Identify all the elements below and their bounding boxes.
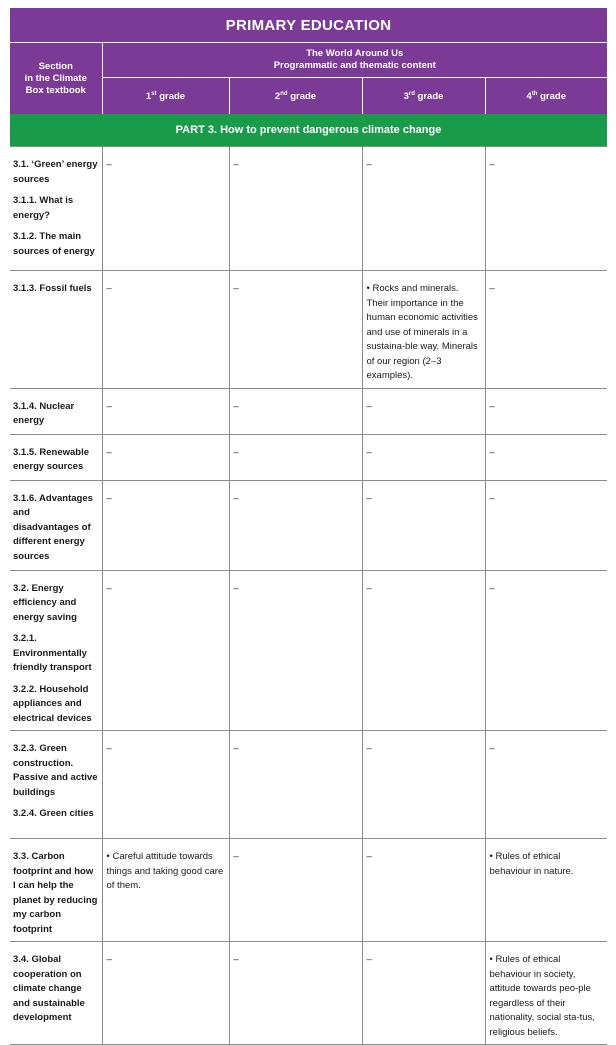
grade-1-content-cell: –	[102, 731, 229, 839]
grade-3-content-cell: –	[362, 942, 485, 1045]
grade-2-content-cell: –	[229, 731, 362, 839]
grade-header-4: 4th grade	[485, 78, 607, 115]
table-row	[10, 942, 607, 1045]
grade-4-content-cell: –	[485, 434, 607, 480]
section-cell	[10, 271, 102, 389]
section-label: 3.1.4. Nuclear energy	[13, 400, 75, 426]
grade-2-content-cell: –	[229, 434, 362, 480]
grade-2-content-cell: –	[229, 271, 362, 389]
grade-3-content-cell: –	[362, 480, 485, 570]
grade-4-content-cell: –	[485, 480, 607, 570]
grade-header-2: 2nd grade	[229, 78, 362, 115]
section-cell	[10, 731, 102, 839]
grade-3-content-cell: –	[362, 570, 485, 731]
grade-1-content-cell: –	[102, 271, 229, 389]
table-title: PRIMARY EDUCATION	[10, 8, 607, 43]
grade-2-content-cell: –	[229, 839, 362, 942]
grade-4-content-cell: –	[485, 570, 607, 731]
table-row	[10, 271, 607, 389]
grade-3-content-cell: –	[362, 388, 485, 434]
grade-3-content-cell: –	[362, 147, 485, 271]
section-cell	[10, 942, 102, 1045]
grade-3-content-cell: • Rocks and minerals. Their importance in the human economic activities and use of minerals in a sustaina-ble way. Minerals of our region (2–3 examples).	[362, 271, 485, 389]
section-label: 3.2.3. Green construction. Passive and active buildings	[13, 743, 98, 798]
section-label: 3.4. Global cooperation on climate change and sustainable development	[13, 954, 85, 1023]
program-header-subtitle: Programmatic and thematic content	[273, 60, 436, 71]
grade-4-content-cell: • Rules of ethical behaviour in society, attitude towards peo-ple regardless of their nationality, social sta-tus, religious beliefs.	[485, 942, 607, 1045]
section-label: 3.1.3. Fossil fuels	[13, 283, 92, 294]
grade-4-content-cell: • Rules of ethical behaviour in nature.	[485, 839, 607, 942]
section-label: 3.1.6. Advantages and disadvantages of different energy sources	[13, 492, 93, 562]
section-cell	[10, 480, 102, 570]
grade-3-content-cell: –	[362, 839, 485, 942]
section-label: 3.1.2. The main sources of energy	[13, 231, 95, 257]
section-label: 3.1.5. Renewable energy sources	[13, 446, 90, 472]
curriculum-table-container	[10, 8, 607, 1045]
grade-4-content-cell: –	[485, 731, 607, 839]
table-row	[10, 388, 607, 434]
section-label: 3.2.4. Green cities	[13, 808, 94, 819]
section-cell	[10, 839, 102, 942]
grade-2-content-cell: –	[229, 942, 362, 1045]
part-banner: PART 3. How to prevent dangerous climate change	[10, 114, 607, 147]
grade-4-content-cell: –	[485, 271, 607, 389]
section-label: 3.1.1. What is energy?	[13, 195, 74, 221]
section-column-header	[10, 43, 102, 115]
section-header-line: in the Climate	[24, 72, 87, 84]
grade-1-content-cell: –	[102, 570, 229, 731]
grade-3-content-cell: –	[362, 731, 485, 839]
program-header-subject: The World Around Us	[306, 48, 404, 59]
grade-header-3: 3rd grade	[362, 78, 485, 115]
section-header-line: Section	[38, 60, 73, 72]
grade-4-content-cell: –	[485, 147, 607, 271]
grade-2-content-cell: –	[229, 147, 362, 271]
section-label: 3.2. Energy efficiency and energy saving	[13, 582, 77, 623]
table-row	[10, 731, 607, 839]
curriculum-table	[10, 8, 607, 1045]
section-cell	[10, 570, 102, 731]
table-row	[10, 839, 607, 942]
section-label: 3.1. ‘Green’ energy sources	[13, 159, 98, 185]
grade-1-content-cell: –	[102, 434, 229, 480]
section-label: 3.2.2. Household appliances and electrical devices	[13, 683, 92, 724]
table-row	[10, 570, 607, 731]
table-row	[10, 480, 607, 570]
grade-1-content-cell: • Careful attitude towards things and taking good care of them.	[102, 839, 229, 942]
section-label: 3.3. Carbon footprint and how I can help the planet by reducing my carbon footprint	[13, 851, 98, 935]
grade-3-content-cell: –	[362, 434, 485, 480]
section-cell	[10, 388, 102, 434]
grade-2-content-cell: –	[229, 480, 362, 570]
grade-2-content-cell: –	[229, 388, 362, 434]
table-body	[10, 147, 607, 1045]
section-cell	[10, 434, 102, 480]
table-row	[10, 147, 607, 271]
section-cell	[10, 147, 102, 271]
grade-4-content-cell: –	[485, 388, 607, 434]
grade-1-content-cell: –	[102, 480, 229, 570]
grade-1-content-cell: –	[102, 147, 229, 271]
program-header	[102, 43, 607, 78]
grade-header-1: 1st grade	[102, 78, 229, 115]
section-header-line: Box textbook	[25, 84, 86, 96]
table-row	[10, 434, 607, 480]
grade-1-content-cell: –	[102, 388, 229, 434]
grade-2-content-cell: –	[229, 570, 362, 731]
grade-1-content-cell: –	[102, 942, 229, 1045]
section-label: 3.2.1. Environmentally friendly transport	[13, 633, 92, 673]
